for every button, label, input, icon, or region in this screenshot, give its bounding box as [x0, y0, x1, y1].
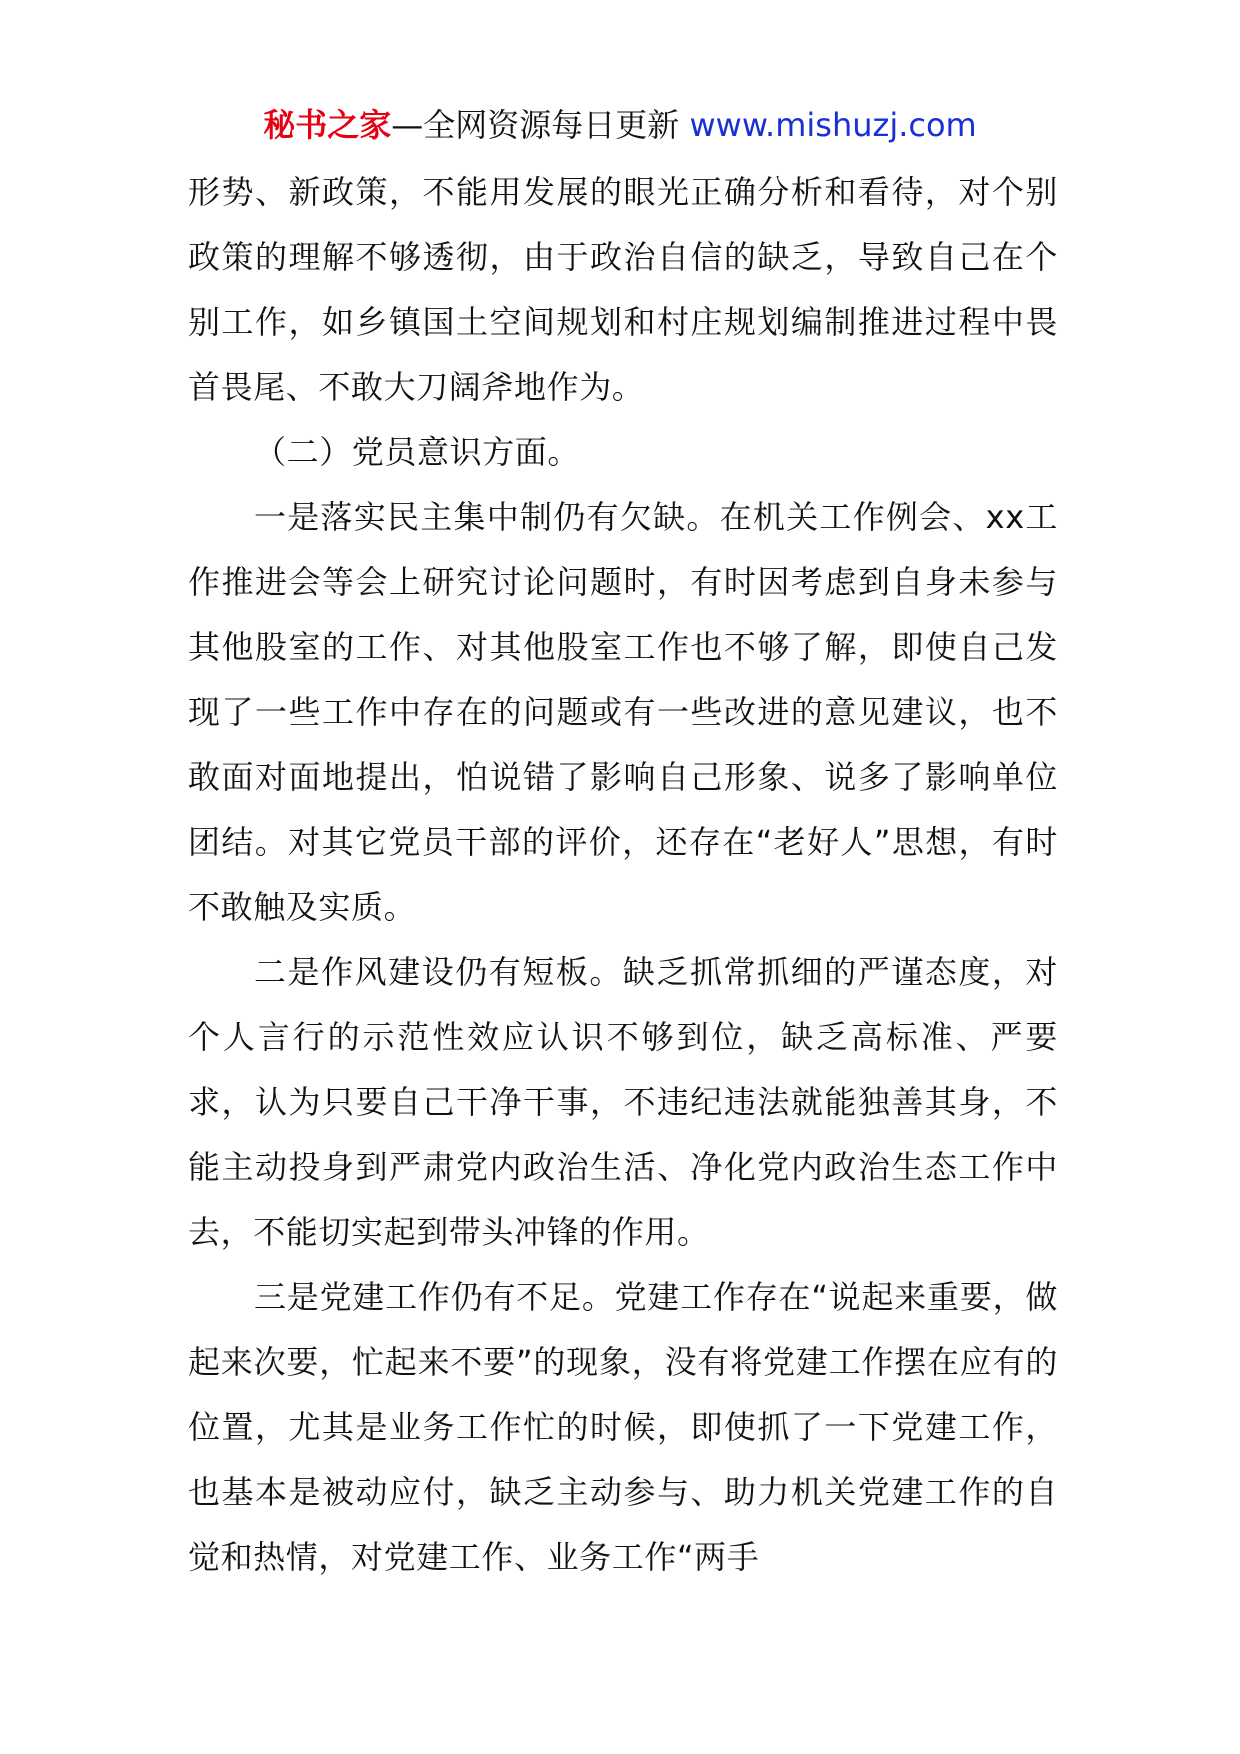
- header-brand: 秘书之家: [263, 106, 392, 144]
- section-heading: （二）党员意识方面。: [254, 433, 581, 471]
- paragraph-point-three: 三是党建工作仍有不足。党建工作存在“说起来重要，做起来次要，忙起来不要”的现象，没有将党建工作摆在应有的位置，尤其是业务工作忙的时候，即使抓了一下党建工作，也基本是被动应付，缺乏主动参与、助力机关党建工作的自觉和热情，对党建工作、业务工作“两手: [188, 1278, 1058, 1576]
- header-tagline: —全网资源每日更新: [391, 106, 680, 144]
- document-body: [188, 160, 1058, 1590]
- header-url-link[interactable]: www.mishuzj.com: [689, 106, 977, 144]
- paragraph-continuation: 形势、新政策，不能用发展的眼光正确分析和看待，对个别政策的理解不够透彻，由于政治自信的缺乏，导致自己在个别工作，如乡镇国土空间规划和村庄规划编制推进过程中畏首畏尾、不敢大刀阔斧地作为。: [188, 173, 1058, 406]
- paragraph-point-two: 二是作风建设仍有短板。缺乏抓常抓细的严谨态度，对个人言行的示范性效应认识不够到位，缺乏高标准、严要求，认为只要自己干净干事，不违纪违法就能独善其身，不能主动投身到严肃党内政治生活、净化党内政治生态工作中去，不能切实起到带头冲锋的作用。: [188, 953, 1058, 1251]
- page-header: [0, 98, 1240, 152]
- paragraph-point-one: 一是落实民主集中制仍有欠缺。在机关工作例会、xx工作推进会等会上研究讨论问题时，有时因考虑到自身未参与其他股室的工作、对其他股室工作也不够了解，即使自己发现了一些工作中存在的问题或有一些改进的意见建议，也不敢面对面地提出，怕说错了影响自己形象、说多了影响单位团结。对其它党员干部的评价，还存在“老好人”思想，有时不敢触及实质。: [188, 498, 1058, 926]
